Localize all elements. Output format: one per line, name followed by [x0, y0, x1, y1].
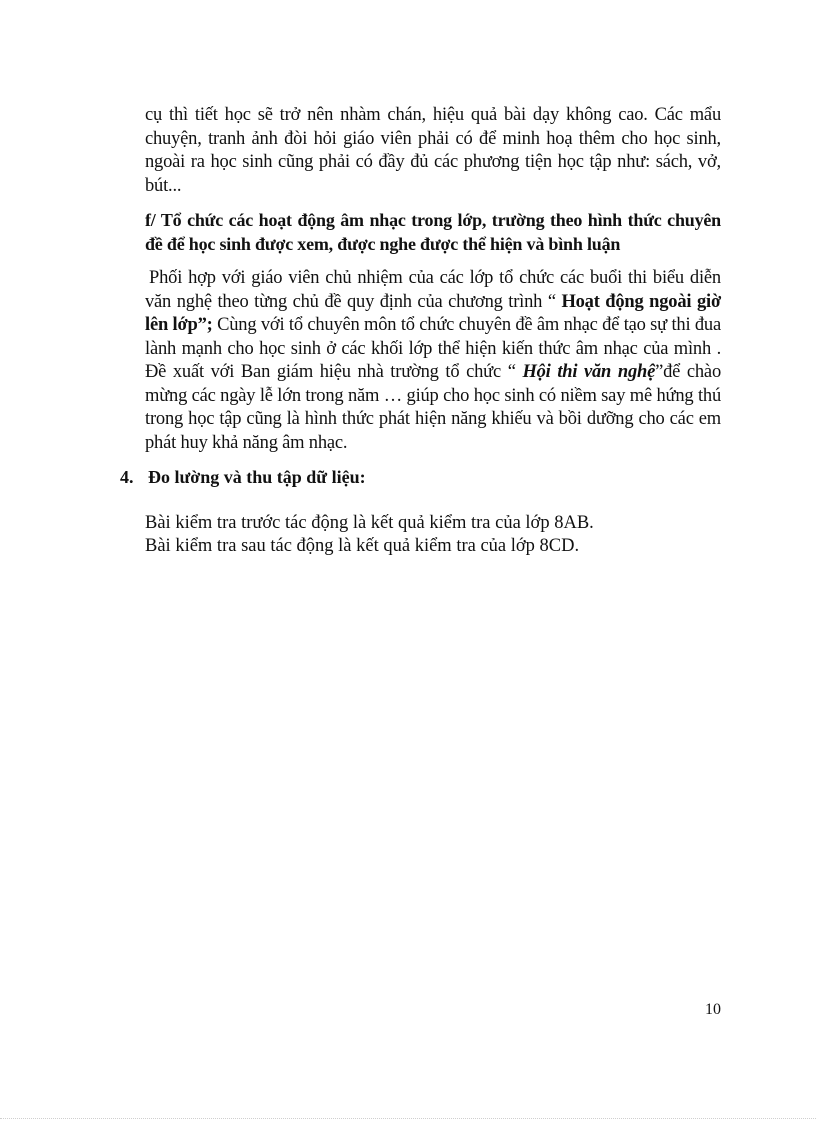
- paragraph-music-activities: [145, 267, 721, 455]
- paragraph-teaching-materials: cụ thì tiết học sẽ trở nên nhàm chán, hiệu quả bài dạy không cao. Các mẩu chuyện, tranh ảnh đòi hỏi giáo viên phải có để minh hoạ thêm cho học sinh, ngoài ra học sinh cũng phải có đầy đủ các phương tiện học tập như: sách, vở, bút...: [145, 105, 721, 196]
- data-line-pretest: Bài kiểm tra trước tác động là kết quả kiểm tra của lớp 8AB.: [145, 513, 594, 533]
- paragraph-text: ”để chào mừng các ngày lễ lớn trong năm … giúp cho học sinh có niềm say mê hứng thú trong học tập cũng là hình thức phát hiện năng khiếu và bồi dưỡng cho các em phát huy khả năng âm nhạc.: [145, 362, 721, 453]
- paragraph-text: Cùng với tổ chuyên môn tổ chức chuyên đề âm nhạc để tạo sự thi đua lành mạnh cho học sinh ở các khối lớp thể hiện kiến thức âm nhạc của mình . Đề xuất với Ban giám hiệu nhà trường tổ chức “: [145, 315, 721, 382]
- section-heading-4: [120, 466, 366, 489]
- bold-program-name: Hoạt động ngoài giờ lên lớp”;: [145, 291, 721, 335]
- data-line-posttest: Bài kiểm tra sau tác động là kết quả kiểm tra của lớp 8CD.: [145, 536, 580, 556]
- section-title: Đo lường và thu tập dữ liệu:: [148, 467, 366, 487]
- section-number: 4.: [120, 467, 134, 487]
- bold-italic-event-name: Hội thi văn nghệ: [522, 362, 656, 382]
- subsection-heading-f: f/ Tổ chức các hoạt động âm nhạc trong lớp, trường theo hình thức chuyên đề để học sinh được xem, được nghe được thể hiện và bình luận: [145, 210, 721, 254]
- page-number: 10: [705, 1001, 721, 1018]
- data-collection-list: [145, 512, 594, 558]
- page-bottom-divider: [0, 1118, 816, 1119]
- paragraph-text: Phối hợp với giáo viên chủ nhiệm của các lớp tổ chức các buổi thi biểu diễn văn nghệ theo từng chủ đề quy định của chương trình “: [145, 268, 721, 312]
